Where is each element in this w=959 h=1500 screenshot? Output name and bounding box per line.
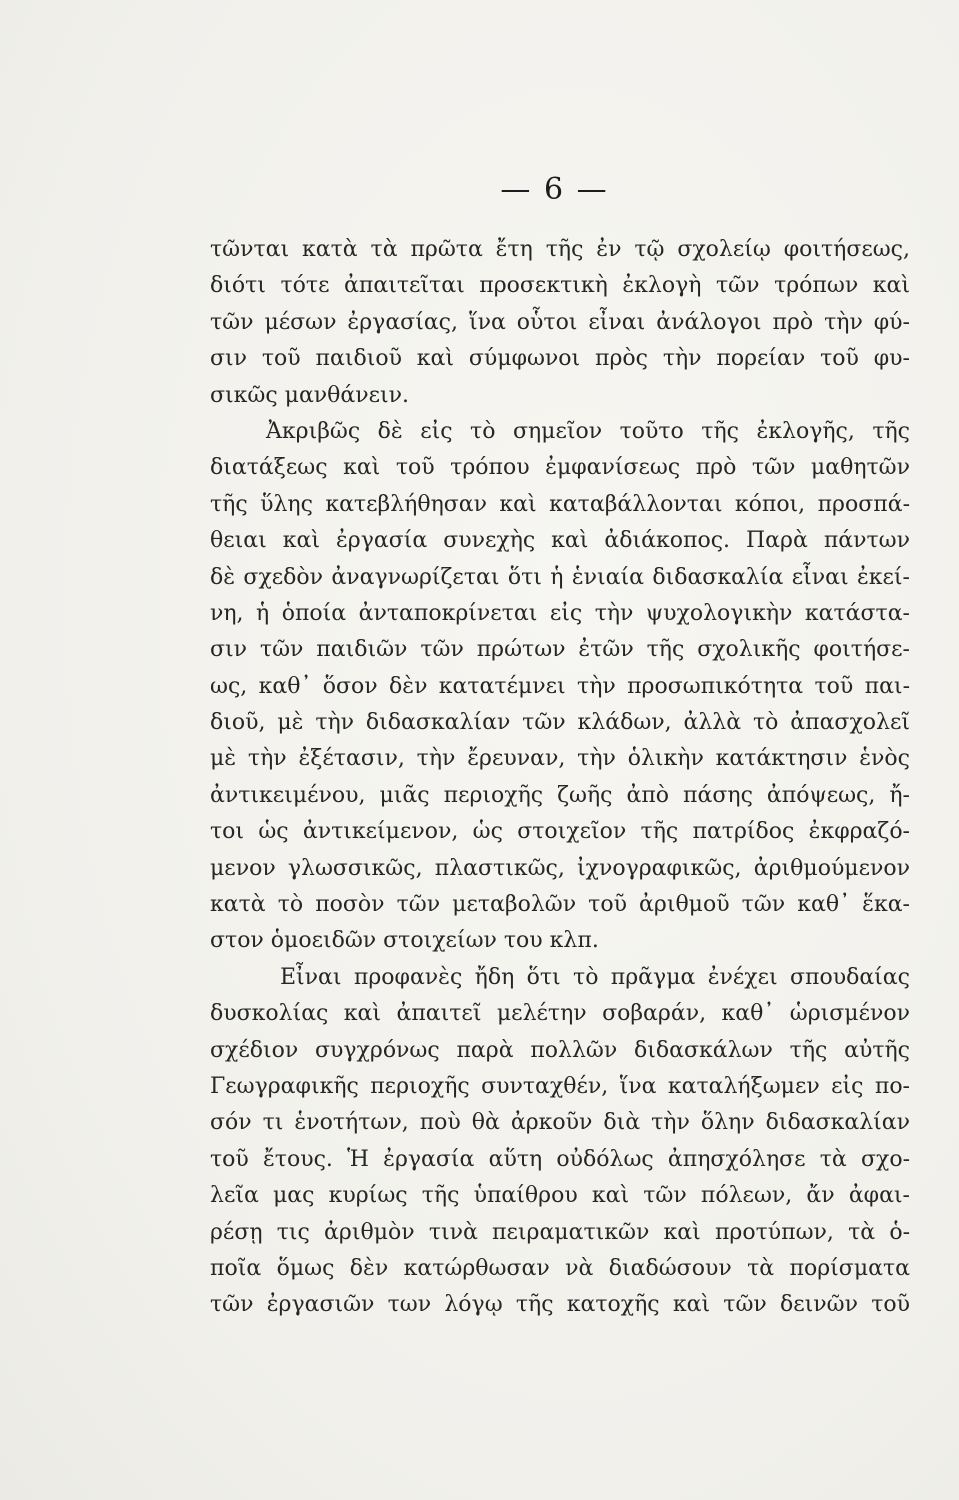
paragraph-start-line: Ἀκριβῶς δὲ εἰς τὸ σημεῖον τοῦτο τῆς ἐκλογῆς, τῆς [266,418,910,444]
text-line: λεῖα μας κυρίως τῆς ὑπαίθρου καὶ τῶν πόλεων, ἄν ἀφαι- [210,1183,910,1209]
text-line: τῶν ἐργασιῶν των λόγῳ τῆς κατοχῆς καὶ τῶν δεινῶν τοῦ [210,1292,910,1318]
body-text [210,232,910,1324]
text-line: σιν τῶν παιδιῶν τῶν πρώτων ἐτῶν τῆς σχολικῆς φοιτήσε- [210,637,910,663]
text-line: θειαι καὶ ἐργασία συνεχὴς καὶ ἀδιάκοπος. Παρὰ πάντων [210,528,910,554]
text-line: κατὰ τὸ ποσὸν τῶν μεταβολῶν τοῦ ἀριθμοῦ τῶν καθ᾽ ἕκα- [210,892,910,918]
text-line: μὲ τὴν ἐξέτασιν, τὴν ἔρευναν, τὴν ὁλικὴν κατάκτησιν ἑνὸς [210,746,910,772]
text-line: σχέδιον συγχρόνως παρὰ πολλῶν διδασκάλων τῆς αὐτῆς [210,1037,910,1063]
text-line: τῶν μέσων ἐργασίας, ἵνα οὗτοι εἶναι ἀνάλογοι πρὸ τὴν φύ- [210,309,910,335]
text-line: τοῦ ἔτους. Ἡ ἐργασία αὕτη οὐδόλως ἀπησχόλησε τὰ σχο- [210,1146,910,1172]
text-line: διοῦ, μὲ τὴν διδασκαλίαν τῶν κλάδων, ἀλλὰ τὸ ἀπασχολεῖ [210,710,910,736]
text-line: διότι τότε ἀπαιτεῖται προσεκτικὴ ἐκλογὴ τῶν τρόπων καὶ [210,273,910,299]
page-number: — 6 — [500,172,609,207]
text-line: Γεωγραφικῆς περιοχῆς συνταχθέν, ἵνα καταλήξωμεν εἰς πο- [210,1073,910,1099]
text-line: σόν τι ἑνοτήτων, ποὺ θὰ ἀρκοῦν διὰ τὴν ὅλην διδασκαλίαν [210,1110,910,1136]
text-line: στον ὁμοειδῶν στοιχείων του κλπ. [210,928,599,954]
text-line: δὲ σχεδὸν ἀναγνωρίζεται ὅτι ἡ ἑνιαία διδασκαλία εἶναι ἐκεί- [210,564,910,590]
text-line: σικῶς μανθάνειν. [210,382,410,408]
text-line: ρέσῃ τις ἀριθμὸν τινὰ πειραματικῶν καὶ προτύπων, τὰ ὁ- [210,1219,910,1245]
text-line: διατάξεως καὶ τοῦ τρόπου ἐμφανίσεως πρὸ τῶν μαθητῶν [210,455,910,481]
text-line: ως, καθ᾽ ὅσον δὲν κατατέμνει τὴν προσωπικότητα τοῦ παι- [210,673,910,699]
text-line: τοι ὡς ἀντικείμενον, ὡς στοιχεῖον τῆς πατρίδος ἐκφραζό- [210,819,910,845]
text-line: δυσκολίας καὶ ἀπαιτεῖ μελέτην σοβαράν, καθ᾽ ὡρισμένον [210,1001,910,1027]
paragraph-start-line: Εἶναι προφανὲς ἤδη ὅτι τὸ πρᾶγμα ἐνέχει σπουδαίας [280,964,910,990]
text-line: σιν τοῦ παιδιοῦ καὶ σύμφωνοι πρὸς τὴν πορείαν τοῦ φυ- [210,346,910,372]
text-line: τῶνται κατὰ τὰ πρῶτα ἔτη τῆς ἐν τῷ σχολείῳ φοιτήσεως, [210,237,910,262]
text-line: ἀντικειμένου, μιᾶς περιοχῆς ζωῆς ἀπὸ πάσης ἀπόψεως, ἤ- [210,782,910,808]
text-line: τῆς ὕλης κατεβλήθησαν καὶ καταβάλλονται κόποι, προσπά- [210,491,910,517]
text-line: ποῖα ὅμως δὲν κατώρθωσαν νὰ διαδώσουν τὰ πορίσματα [210,1255,910,1281]
text-line: νη, ἡ ὁποία ἀνταποκρίνεται εἰς τὴν ψυχολογικὴν κατάστα- [210,600,910,626]
text-line: μενον γλωσσικῶς, πλαστικῶς, ἰχνογραφικῶς, ἀριθμούμενον [210,855,910,881]
